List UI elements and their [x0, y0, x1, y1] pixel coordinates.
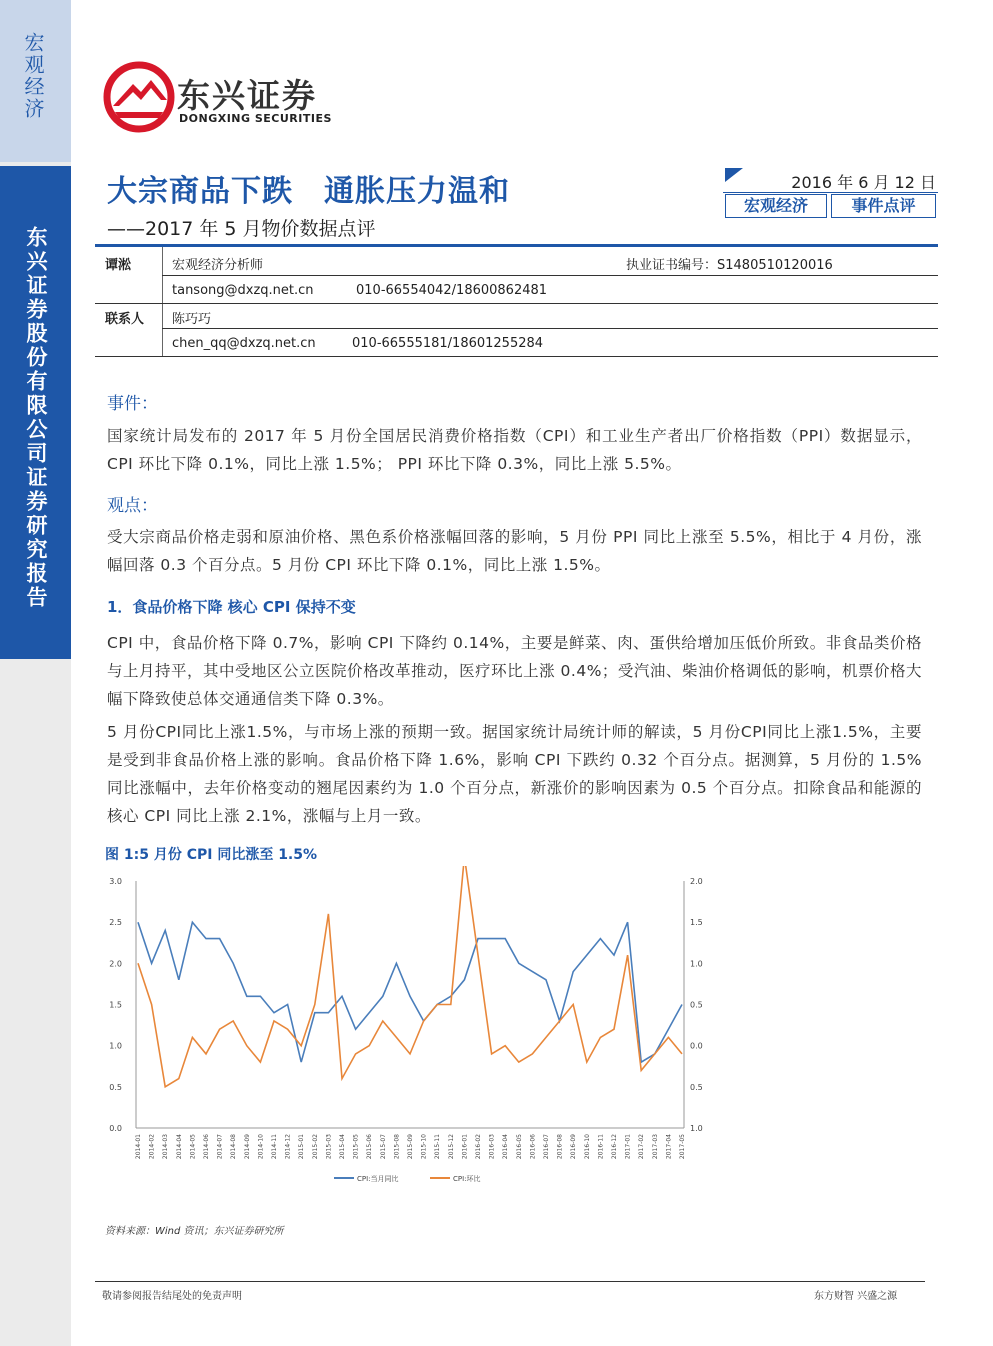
logo-name-en: DONGXING SECURITIES [179, 112, 332, 125]
tag-type: 事件点评 [831, 194, 936, 218]
x-tick-label: 2017-03 [651, 1134, 659, 1160]
x-tick-label: 2014-07 [216, 1134, 224, 1160]
x-tick-label: 2015-11 [434, 1134, 442, 1160]
info-rule [95, 303, 938, 304]
view-heading: 观点： [107, 496, 158, 516]
x-tick-label: 2014-02 [148, 1134, 156, 1160]
logo-emblem-icon [103, 56, 175, 138]
x-tick-label: 2016-05 [515, 1134, 523, 1160]
section-1-heading: 1．食品价格下降 核心 CPI 保持不变 [107, 598, 356, 616]
x-tick-label: 2014-08 [230, 1134, 238, 1160]
x-tick-label: 2015-08 [393, 1134, 401, 1160]
x-tick-label: 2015-06 [366, 1134, 374, 1160]
x-tick-label: 2014-11 [271, 1134, 278, 1160]
left-tick-label: 0.0 [109, 1124, 122, 1133]
x-tick-label: 2016-08 [556, 1134, 564, 1160]
right-tick-label: 0.0 [690, 1041, 703, 1051]
report-title: 大宗商品下跌 通胀压力温和 [107, 174, 510, 209]
legend-label: CPI:当月同比 [357, 1175, 399, 1183]
left-tick-label: 2.0 [109, 959, 122, 969]
x-tick-label: 2015-01 [298, 1134, 306, 1160]
x-tick-label: 2016-09 [570, 1134, 578, 1160]
left-tick-label: 0.5 [109, 1082, 122, 1092]
x-tick-label: 2014-12 [284, 1134, 292, 1160]
x-tick-label: 2016-10 [583, 1134, 591, 1160]
sidebar-company-label: 东兴证券股份有限公司证券研究报告 [24, 226, 48, 610]
x-tick-label: 2017-05 [679, 1134, 686, 1160]
info-bottom-rule [95, 356, 938, 357]
sidebar [0, 0, 71, 1346]
analyst-phone: 010-66554042/18600862481 [356, 283, 548, 298]
x-tick-label: 2016-06 [529, 1134, 537, 1160]
series-line-2 [138, 866, 682, 1087]
x-tick-label: 2014-09 [243, 1134, 251, 1160]
right-tick-label: 1.5 [690, 918, 703, 928]
right-tick-label: 1.0 [690, 1124, 703, 1133]
event-text: 国家统计局发布的 2017 年 5 月份全国居民消费价格指数（CPI）和工业生产者出厂价格指数（PPI）数据显示，CPI 环比下降 0.1%，同比上涨 1.5%； PPI 环比下降 0.3%，同比上涨 5.5%。 [107, 427, 922, 473]
report-subtitle: ——2017 年 5 月物价数据点评 [107, 218, 376, 240]
x-tick-label: 2015-05 [352, 1134, 360, 1160]
sidebar-company-panel [0, 166, 71, 659]
x-tick-label: 2017-04 [665, 1134, 673, 1160]
contact-email: chen_qq@dxzq.net.cn [172, 336, 316, 351]
x-tick-label: 2016-01 [461, 1134, 469, 1160]
series-line-1 [138, 922, 682, 1062]
contact-label: 联系人 [105, 312, 145, 327]
left-tick-label: 1.5 [109, 1000, 122, 1010]
figure-source: 资料来源：Wind 资讯；东兴证券研究所 [105, 1226, 284, 1237]
contact-name: 陈巧巧 [172, 312, 212, 327]
right-tick-label: 0.5 [690, 1082, 703, 1092]
left-tick-label: 3.0 [109, 877, 122, 886]
x-tick-label: 2014-01 [135, 1134, 142, 1160]
contact-phone: 010-66555181/18601255284 [352, 336, 544, 351]
logo-name-cn: 东兴证券 [177, 76, 317, 115]
event-heading: 事件： [107, 394, 158, 414]
footer-disclaimer: 敬请参阅报告结尾处的免责声明 [102, 1291, 242, 1302]
view-text: 受大宗商品价格走弱和原油价格、黑色系价格涨幅回落的影响，5 月份 PPI 同比上涨至 5.5%，相比于 4 月份，涨幅回落 0.3 个百分点。5 月份 CPI 环比下降 0.1%，同比上涨 1.5%。 [107, 528, 922, 574]
x-tick-label: 2016-07 [543, 1134, 550, 1160]
info-rule [162, 275, 938, 276]
analyst-email: tansong@dxzq.net.cn [172, 283, 314, 298]
x-tick-label: 2016-03 [488, 1134, 496, 1160]
x-tick-label: 2015-07 [379, 1134, 387, 1160]
right-tick-label: 1.0 [690, 959, 703, 969]
cpi-line-chart [100, 866, 720, 1196]
company-logo [103, 56, 363, 138]
sidebar-category-panel [0, 0, 71, 162]
x-tick-label: 2017-01 [624, 1134, 632, 1160]
right-tick-label: 0.5 [690, 1000, 703, 1010]
x-tick-label: 2015-02 [311, 1134, 319, 1160]
left-tick-label: 2.5 [109, 918, 122, 928]
section-1-para-2: 5 月份CPI同比上涨1.5%，与市场上涨的预期一致。据国家统计局统计师的解读，5 月份CPI同比上涨1.5%，主要是受到非食品价格上涨的影响。食品价格下降 1.6%，影响 CPI 下跌约 0.32 个百分点。据测算，5 月份的 1.5%同比涨幅中，去年价格变动的翘尾因素约为 1.0 个百分点，新涨价的影响因素为 0.5 个百分点。扣除食品和能源的核心 CPI 同比上涨 2.1%，涨幅与上月一致。 [107, 723, 922, 825]
x-tick-label: 2016-12 [611, 1134, 618, 1160]
x-tick-label: 2014-10 [257, 1134, 265, 1160]
analyst-cert: 执业证书编号：S1480510120016 [626, 258, 833, 273]
analyst-name: 谭淞 [105, 258, 132, 273]
footer-slogan: 东方财智 兴盛之源 [814, 1291, 898, 1302]
x-tick-label: 2014-03 [162, 1134, 170, 1160]
x-tick-label: 2014-04 [175, 1134, 183, 1160]
x-tick-label: 2015-10 [420, 1134, 428, 1160]
x-tick-label: 2015-09 [407, 1134, 414, 1160]
analyst-role: 宏观经济分析师 [172, 258, 264, 273]
info-rule [162, 328, 938, 329]
x-tick-label: 2015-03 [325, 1134, 333, 1160]
left-tick-label: 1.0 [109, 1041, 122, 1051]
right-tick-label: 2.0 [690, 877, 703, 886]
info-top-rule [95, 244, 938, 247]
x-tick-label: 2014-06 [203, 1134, 210, 1160]
x-tick-label: 2017-02 [638, 1134, 646, 1160]
x-tick-label: 2015-12 [447, 1134, 455, 1160]
x-tick-label: 2016-04 [502, 1134, 510, 1160]
x-tick-label: 2015-04 [339, 1134, 346, 1160]
corner-triangle-icon [725, 168, 743, 182]
x-tick-label: 2016-02 [475, 1134, 482, 1160]
footer-rule [95, 1281, 925, 1282]
legend-label: CPI:环比 [453, 1175, 481, 1183]
report-date: 2016 年 6 月 12 日 [791, 173, 936, 192]
tag-category: 宏观经济 [725, 194, 827, 218]
date-row [723, 166, 938, 193]
x-tick-label: 2014-05 [189, 1134, 197, 1160]
x-tick-label: 2016-11 [597, 1134, 605, 1160]
figure-title: 图 1:5 月份 CPI 同比涨至 1.5% [105, 847, 318, 863]
info-divider [162, 247, 163, 357]
section-1-para-1: CPI 中，食品价格下降 0.7%，影响 CPI 下降约 0.14%，主要是鲜菜、肉、蛋供给增加压低价所致。非食品类价格与上月持平，其中受地区公立医院价格改革推动，医疗环比上涨 0.4%；受汽油、柴油价格调低的影响，机票价格大幅下降致使总体交通通信类下降 0.3%。 [107, 634, 922, 708]
date-tag-box [723, 166, 938, 218]
sidebar-category-label: 宏观经济 [21, 32, 45, 120]
